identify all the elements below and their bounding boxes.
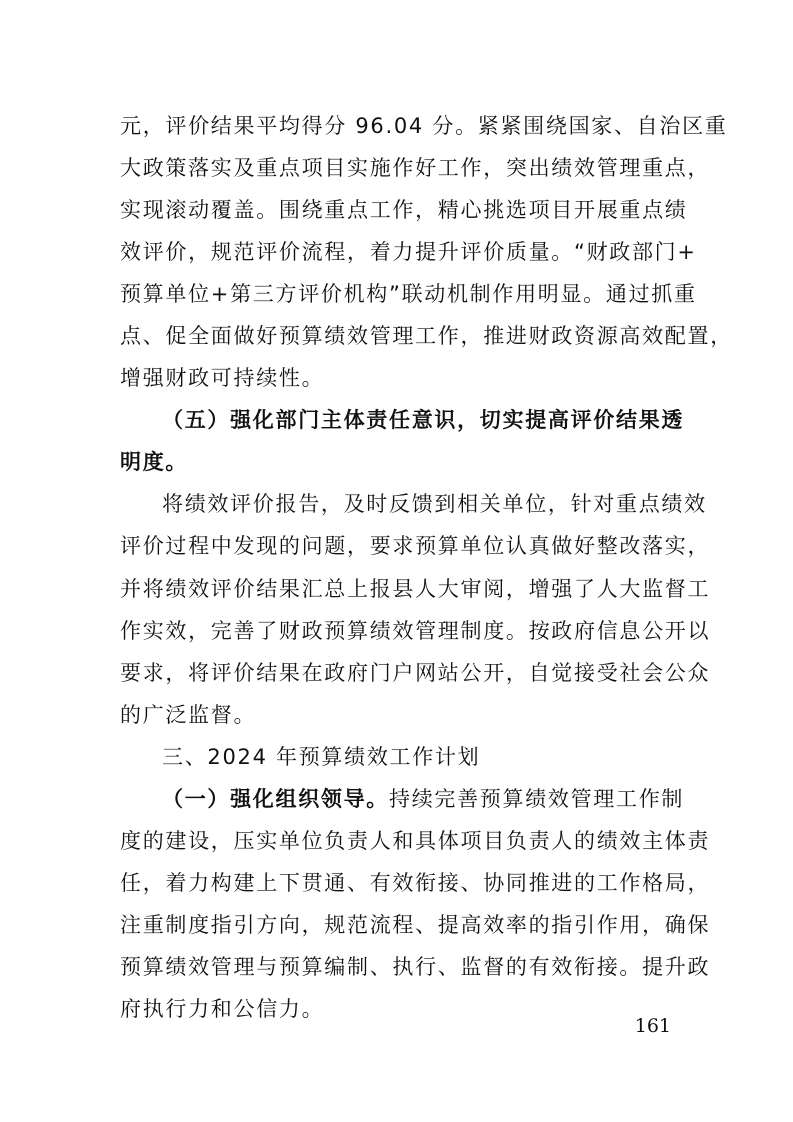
body-text-line: 大政策落实及重点项目实施作好工作，突出绩效管理重点， (120, 156, 711, 180)
section-heading-continuation: 明度。 (120, 450, 189, 474)
body-text-line: 要求，将评价结果在政府门户网站公开，自觉接受社会公众 (120, 661, 711, 685)
section-heading: （五）强化部门主体责任意识，切实提高评价结果透 (162, 408, 685, 432)
body-text-line: 效评价，规范评价流程，着力提升评价质量。“财政部门+ (120, 240, 697, 264)
body-text-line: 点、促全面做好预算绩效管理工作，推进财政资源高效配置， (120, 324, 733, 348)
body-text-line: 注重制度指引方向，规范流程、提高效率的指引作用，确保 (120, 913, 711, 937)
body-text-line: 作实效，完善了财政预算绩效管理制度。按政府信息公开以 (120, 619, 711, 643)
body-text: 持续完善预算绩效管理工作制 (389, 787, 685, 811)
body-text-line: 元，评价结果平均得分 96.04 分。紧紧围绕国家、自治区重 (120, 114, 728, 138)
page-number: 161 (634, 1015, 671, 1037)
body-text-line: 将绩效评价报告，及时反馈到相关单位，针对重点绩效 (162, 492, 707, 516)
body-text-line: 任，着力构建上下贯通、有效衔接、协同推进的工作格局， (120, 871, 711, 895)
chapter-heading: 三、2024 年预算绩效工作计划 (162, 745, 481, 769)
body-text-line: 增强财政可持续性。 (120, 366, 325, 390)
body-text-line: 府执行力和公信力。 (120, 997, 325, 1021)
body-text-line: 评价过程中发现的问题，要求预算单位认真做好整改落实， (120, 534, 711, 558)
body-text-line (162, 785, 685, 813)
body-text-line: 实现滚动覆盖。围绕重点工作，精心挑选项目开展重点绩 (120, 198, 688, 222)
body-text-line: 预算绩效管理与预算编制、执行、监督的有效衔接。提升政 (120, 955, 711, 979)
body-text-line: 度的建设，压实单位负责人和具体项目负责人的绩效主体责 (120, 829, 711, 853)
body-text-line: 并将绩效评价结果汇总上报县人大审阅，增强了人大监督工 (120, 577, 711, 601)
paragraph-lead-heading: （一）强化组织领导。 (162, 787, 389, 811)
body-text-line: 的广泛监督。 (120, 703, 257, 727)
body-text-line: 预算单位+第三方评价机构”联动机制作用明显。通过抓重 (120, 282, 697, 306)
